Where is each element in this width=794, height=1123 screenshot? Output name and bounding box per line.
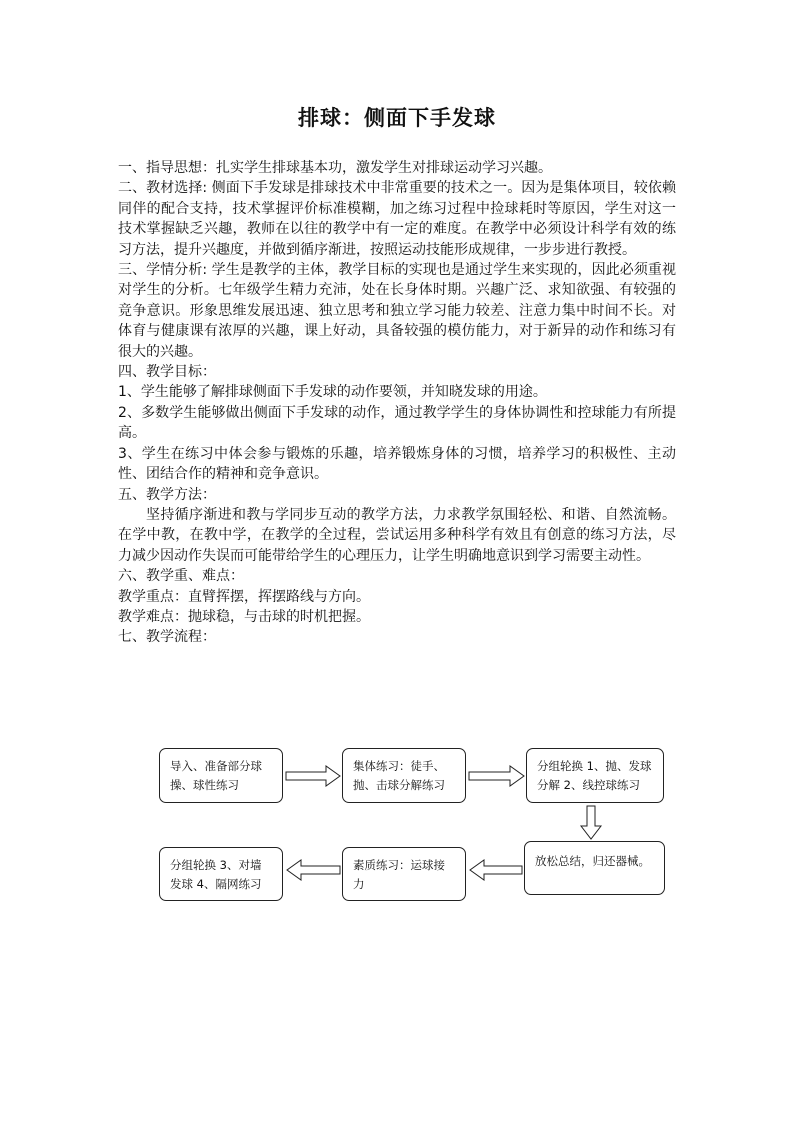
paragraph-student-analysis: 三、学情分析: 学生是教学的主体，教学目标的实现也是通过学生来实现的，因此必须重视对学生的分析。七年级学生精力充沛，处在长身体时期。兴趣广泛、求知欲强、有较强的竞争意识。形象思维发展迅速、独立思考和独立学习能力较差、注意力集中时间不长。对体育与健康课有浓厚的兴趣，课上好动，具备较强的模仿能力，对于新异的动作和练习有很大的兴趣。 <box>118 262 676 360</box>
arrow-right-2 <box>469 766 524 786</box>
arrow-left-1 <box>470 860 522 880</box>
heading-methods: 五、教学方法： <box>118 486 216 503</box>
objective-3: 3、学生在练习中体会参与锻炼的乐趣，培养锻炼身体的习惯，培养学习的积极性、主动性、团结合作的精神和竞争意识。 <box>118 445 676 483</box>
flow-step-warmup: 导入、准备部分球操、球性练习 <box>159 748 283 803</box>
heading-key-points: 六、教学重、难点： <box>118 568 244 585</box>
difficult-point: 教学难点：抛球稳，与击球的时机把握。 <box>118 608 370 625</box>
objective-1: 1、学生能够了解排球侧面下手发球的动作要领，并知晓发球的用途。 <box>118 384 547 401</box>
arrow-down <box>581 806 601 839</box>
flow-step-fitness: 素质练习：运球接力 <box>342 847 466 901</box>
arrow-right-1 <box>286 766 340 786</box>
heading-flow: 七、教学流程： <box>118 629 216 646</box>
key-point: 教学重点：直臂挥摆，挥摆路线与方向。 <box>118 588 370 605</box>
flow-step-group-practice: 集体练习：徒手、抛、击球分解练习 <box>342 748 466 803</box>
flow-step-rotation-1: 分组轮换 1、抛、发球分解 2、线控球练习 <box>526 748 664 803</box>
paragraph-guiding-idea: 一、指导思想：扎实学生排球基本功，激发学生对排球运动学习兴趣。 <box>118 160 552 176</box>
flow-step-cooldown: 放松总结，归还器械。 <box>524 841 665 895</box>
page-title: 排球：侧面下手发球 <box>298 105 496 130</box>
document-body <box>118 158 676 648</box>
paragraph-material: 二、教材选择: 侧面下手发球是排球技术中非常重要的技术之一。因为是集体项目，较依赖同伴的配合支持，技术掌握评价标准模糊，加之练习过程中捡球耗时等原因，学生对这一技术掌握缺乏兴趣，教师在以往的教学中有一定的难度。在教学中必须设计科学有效的练习方法，提升兴趣度，并做到循序渐进，按照运动技能形成规律，一步步进行教授。 <box>118 180 676 258</box>
flow-step-rotation-2: 分组轮换 3、对墙发球 4、隔网练习 <box>159 847 283 901</box>
arrow-left-2 <box>287 860 340 880</box>
paragraph-methods: 坚持循序渐进和教与学同步互动的教学方法，力求教学氛围轻松、和谐、自然流畅。在学中教，在教中学，在教学的全过程，尝试运用多种科学有效且有创意的练习方法，尽力减少因动作失误而可能带给学生的心理压力，让学生明确地意识到学习需要主动性。 <box>118 506 676 564</box>
objective-2: 2、多数学生能够做出侧面下手发球的动作，通过教学学生的身体协调性和控球能力有所提高。 <box>118 404 676 442</box>
heading-objectives: 四、教学目标： <box>118 364 216 381</box>
